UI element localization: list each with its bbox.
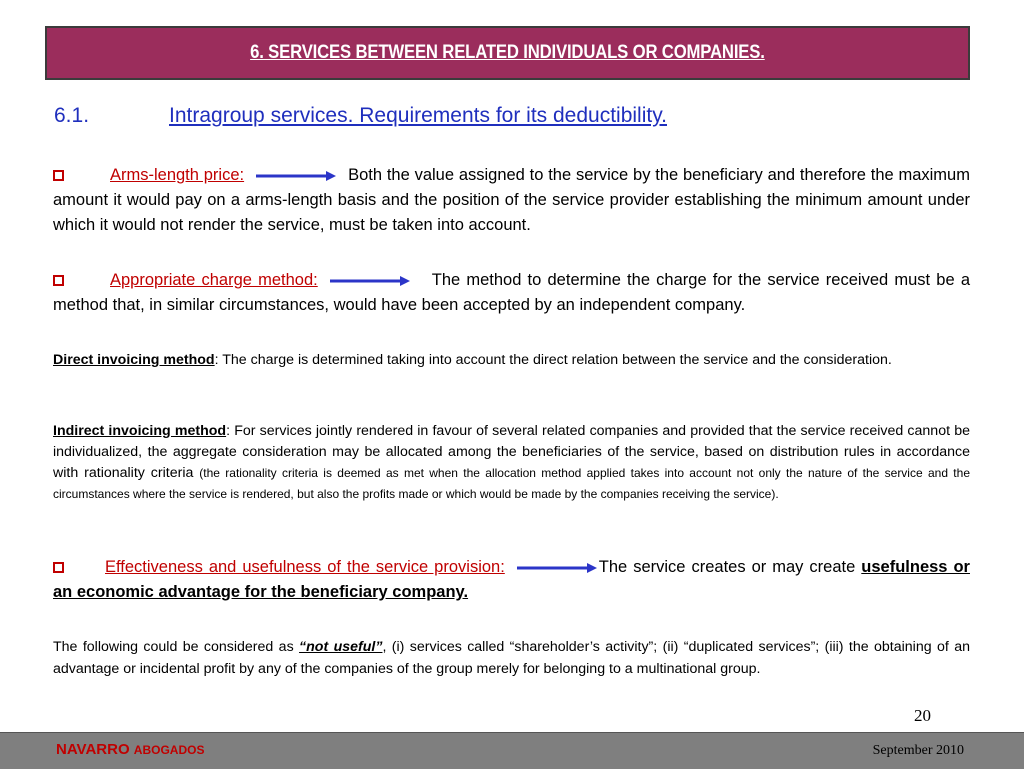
checkbox-bullet-icon xyxy=(53,170,64,181)
right-arrow-icon xyxy=(330,276,410,286)
brand-main: NAVARRO xyxy=(56,741,130,758)
slide-title-bar xyxy=(45,26,970,80)
checkbox-bullet-icon xyxy=(53,562,64,573)
brand-sub: ABOGADOS xyxy=(133,743,205,757)
direct-invoicing-term: Direct invoicing method xyxy=(53,352,215,368)
right-arrow-icon xyxy=(256,171,336,181)
indirect-invoicing-paragraph xyxy=(53,421,970,505)
not-useful-term: “not useful” xyxy=(299,639,383,655)
not-useful-prefix: The following could be considered as xyxy=(53,639,300,655)
not-useful-text: , (i) services called “shareholder’s activity”; (ii) “duplicated services”; (iii) the obtaining of an advantage or incidental profit by any of the companies of the group merely for belonging to a multinational group. xyxy=(53,639,970,677)
page-number: 20 xyxy=(914,706,931,725)
bullet-effectiveness xyxy=(53,555,970,605)
footer-date: September 2010 xyxy=(872,743,964,758)
checkbox-bullet-icon xyxy=(53,275,64,286)
section-heading xyxy=(54,104,667,128)
bullet-text: The service creates or may create xyxy=(598,558,856,576)
slide-title: 6. SERVICES BETWEEN RELATED INDIVIDUALS OR COMPANIES. xyxy=(250,42,765,63)
bullet-charge-method xyxy=(53,268,970,318)
bullet-label: Arms-length price: xyxy=(110,166,245,184)
indirect-invoicing-term: Indirect invoicing method xyxy=(53,423,227,439)
direct-invoicing-paragraph xyxy=(53,349,970,371)
footer-brand xyxy=(56,741,204,758)
bullet-label: Appropriate charge method: xyxy=(110,271,318,289)
direct-invoicing-text: : The charge is determined taking into account the direct relation between the service and the consideration. xyxy=(214,352,892,368)
section-title: Intragroup services. Requirements for its deductibility. xyxy=(169,104,667,127)
indirect-invoicing-text: : For services jointly rendered in favour of several related companies and provided that the service received cannot be individualized, the aggregate consideration may be allocated among the beneficiaries of the service, based on distribution rules in accordance with rationality criteria xyxy=(53,423,970,481)
section-number: 6.1. xyxy=(54,104,90,127)
not-useful-paragraph xyxy=(53,636,970,680)
bullet-text: Both the value assigned to the service by the beneficiary and therefore the maximum amount it would pay on a arms-length basis and the position of the service provider establishing the minimum amount under which it would not render the service, must be taken into account. xyxy=(53,166,970,234)
right-arrow-icon xyxy=(517,563,597,573)
bullet-text-bold: usefulness or an economic advantage for the beneficiary company. xyxy=(53,558,970,601)
bullet-text: The method to determine the charge for the service received must be a method that, in similar circumstances, would have been accepted by an independent company. xyxy=(53,271,970,314)
indirect-invoicing-note: (the rationality criteria is deemed as met when the allocation method applied takes into account not only the nature of the service and the circumstances where the service is rendered, but also the profits made or which would be made by the companies receiving the service). xyxy=(53,466,970,501)
bullet-label: Effectiveness and usefulness of the service provision: xyxy=(105,558,505,576)
bullet-arms-length xyxy=(53,163,970,238)
